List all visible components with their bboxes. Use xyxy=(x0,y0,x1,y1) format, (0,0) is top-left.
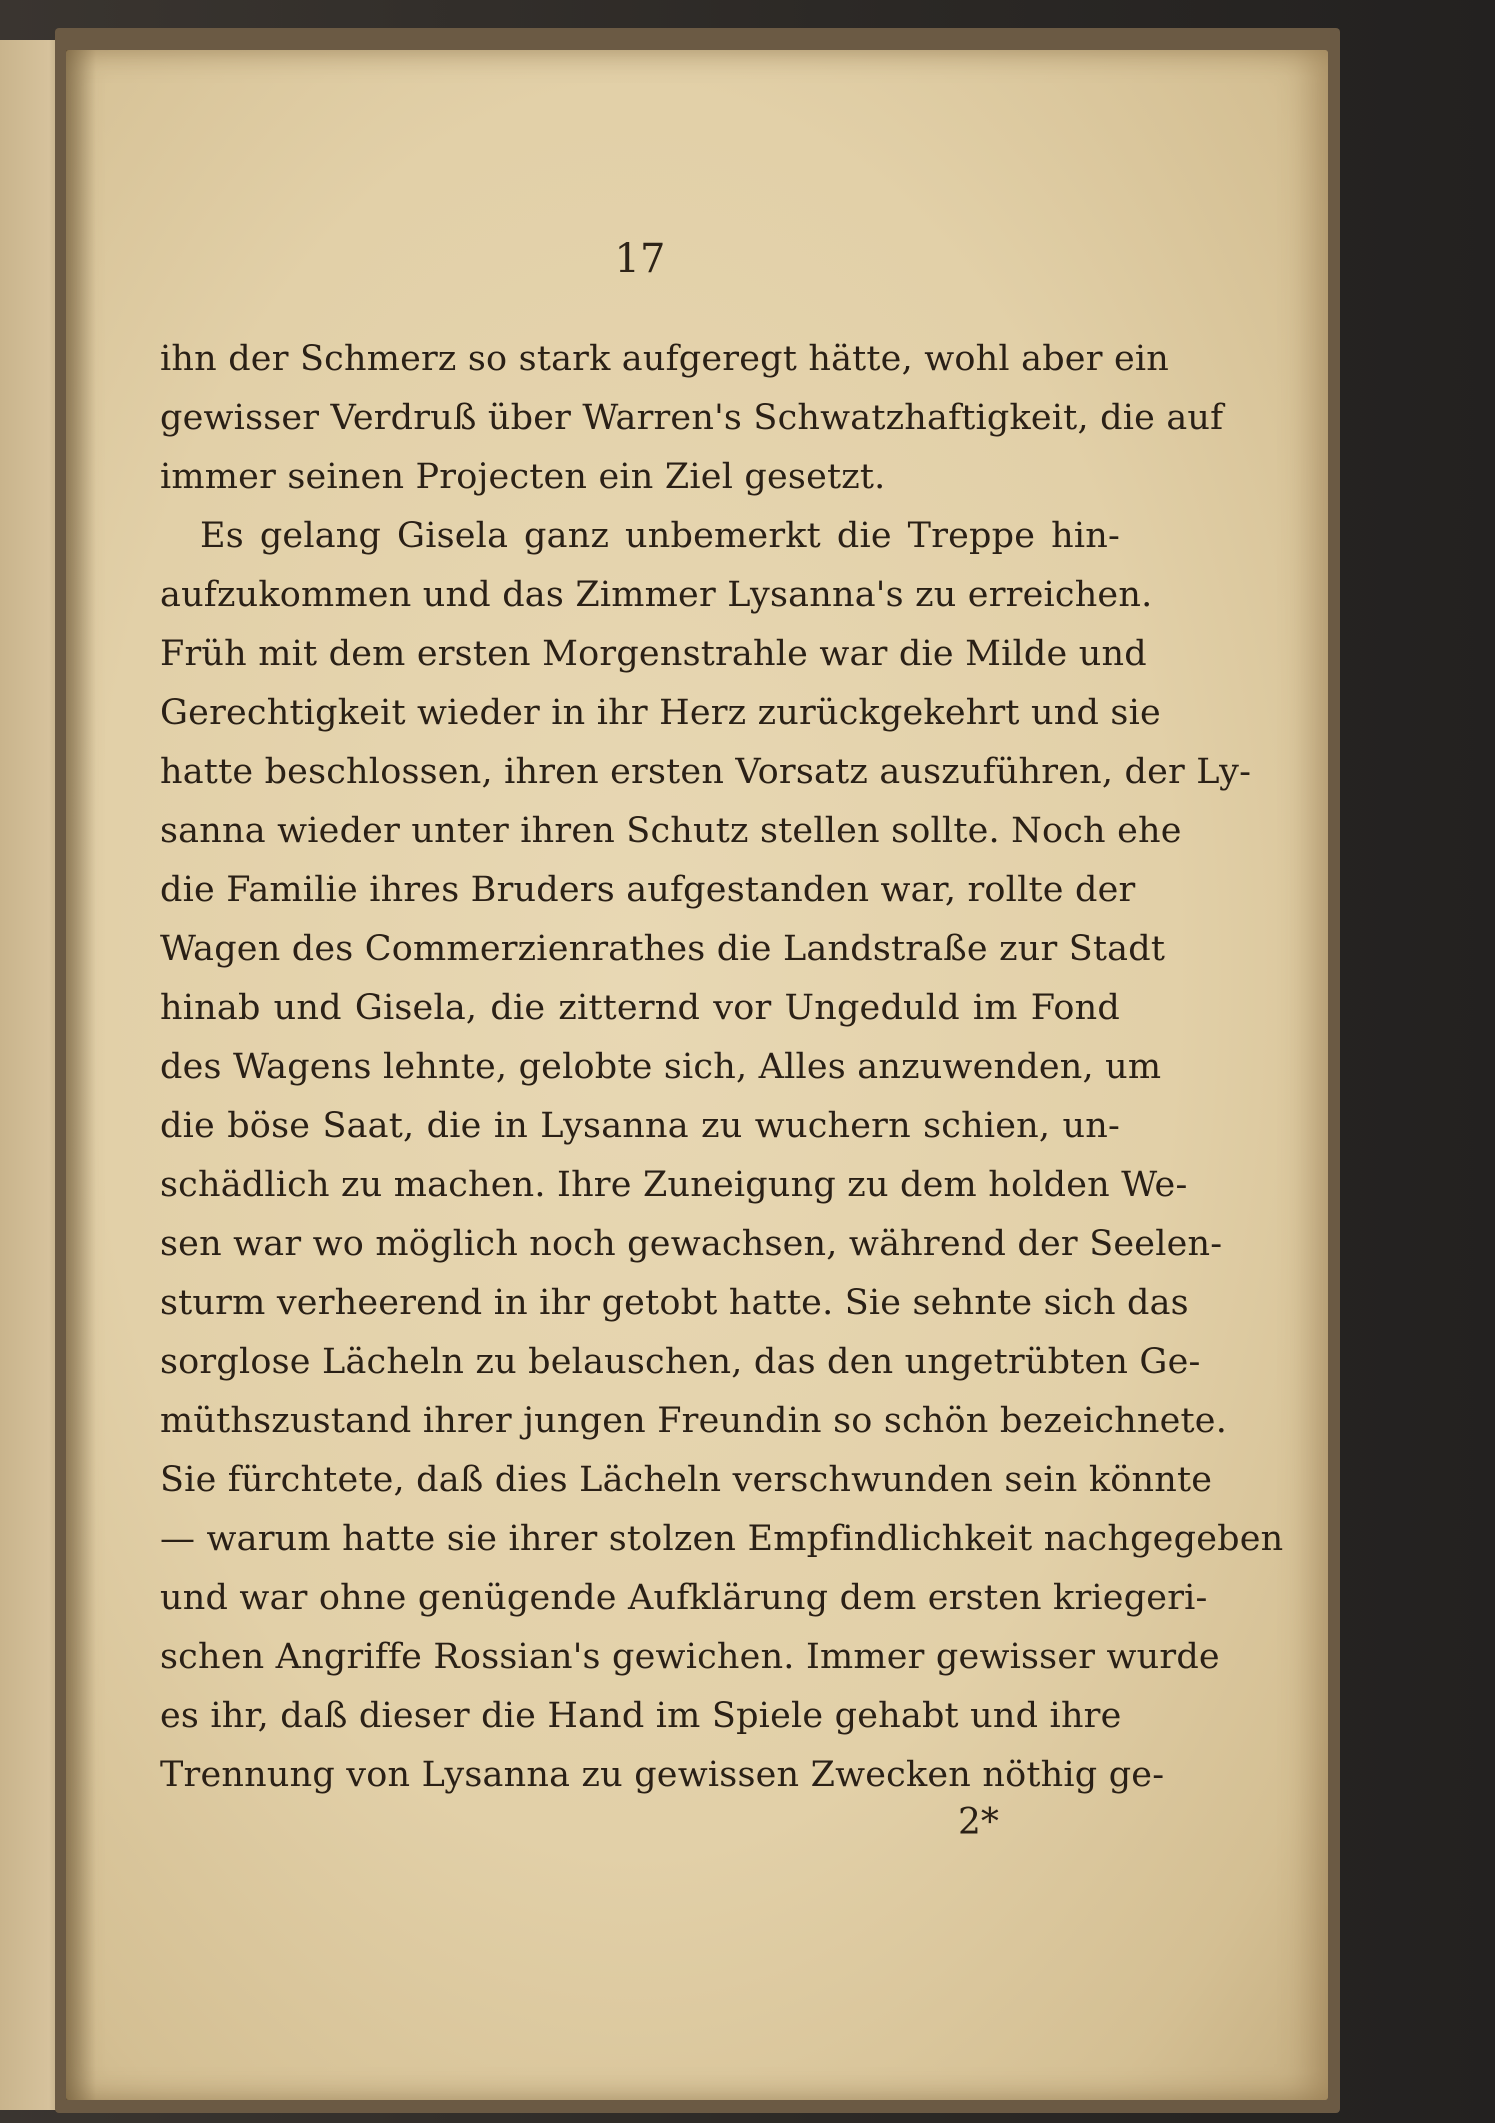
text-line: müthszustand ihrer jungen Freundin so schön bezeichnete. xyxy=(160,1401,1228,1441)
text-line: Es gelang Gisela ganz unbemerkt die Treppe hin- xyxy=(200,516,1120,556)
text-line: sorglose Lächeln zu belauschen, das den ungetrübten Ge- xyxy=(160,1342,1201,1382)
text-line: hinab und Gisela, die zitternd vor Ungeduld im Fond xyxy=(160,988,1120,1028)
text-line: sanna wieder unter ihren Schutz stellen sollte. Noch ehe xyxy=(160,811,1182,851)
text-line: hatte beschlossen, ihren ersten Vorsatz auszuführen, der Ly- xyxy=(160,752,1252,792)
text-line: gewisser Verdruß über Warren's Schwatzhaftigkeit, die auf xyxy=(160,398,1224,438)
text-line: Gerechtigkeit wieder in ihr Herz zurückgekehrt und sie xyxy=(160,693,1161,733)
text-line: sen war wo möglich noch gewachsen, während der Seelen- xyxy=(160,1224,1223,1264)
text-line: des Wagens lehnte, gelobte sich, Alles anzuwenden, um xyxy=(160,1047,1162,1087)
text-line: es ihr, daß dieser die Hand im Spiele gehabt und ihre xyxy=(160,1696,1122,1736)
body-text xyxy=(160,330,1284,1805)
text-line: aufzukommen und das Zimmer Lysanna's zu erreichen. xyxy=(160,575,1153,615)
text-line: ihn der Schmerz so stark aufgeregt hätte, wohl aber ein xyxy=(160,339,1170,379)
page-number: 17 xyxy=(614,236,666,282)
text-line: Trennung von Lysanna zu gewissen Zwecken nöthig ge- xyxy=(160,1755,1165,1795)
text-line: Früh mit dem ersten Morgenstrahle war die Milde und xyxy=(160,634,1147,674)
text-line: schädlich zu machen. Ihre Zuneigung zu dem holden We- xyxy=(160,1165,1188,1205)
text-line: und war ohne genügende Aufklärung dem ersten kriegeri- xyxy=(160,1578,1208,1618)
text-line: schen Angriffe Rossian's gewichen. Immer gewisser wurde xyxy=(160,1637,1220,1677)
text-line: Sie fürchtete, daß dies Lächeln verschwunden sein könnte xyxy=(160,1460,1213,1500)
text-line: — warum hatte sie ihrer stolzen Empfindlichkeit nachgegeben xyxy=(160,1519,1284,1559)
text-line: die Familie ihres Bruders aufgestanden war, rollte der xyxy=(160,870,1136,910)
text-line: Wagen des Commerzienrathes die Landstraße zur Stadt xyxy=(160,929,1166,969)
text-line: immer seinen Projecten ein Ziel gesetzt. xyxy=(160,457,886,497)
signature-mark: 2* xyxy=(958,1802,999,1843)
gutter-shadow xyxy=(66,50,96,2100)
text-line: die böse Saat, die in Lysanna zu wuchern schien, un- xyxy=(160,1106,1120,1146)
text-line: sturm verheerend in ihr getobt hatte. Sie sehnte sich das xyxy=(160,1283,1189,1323)
